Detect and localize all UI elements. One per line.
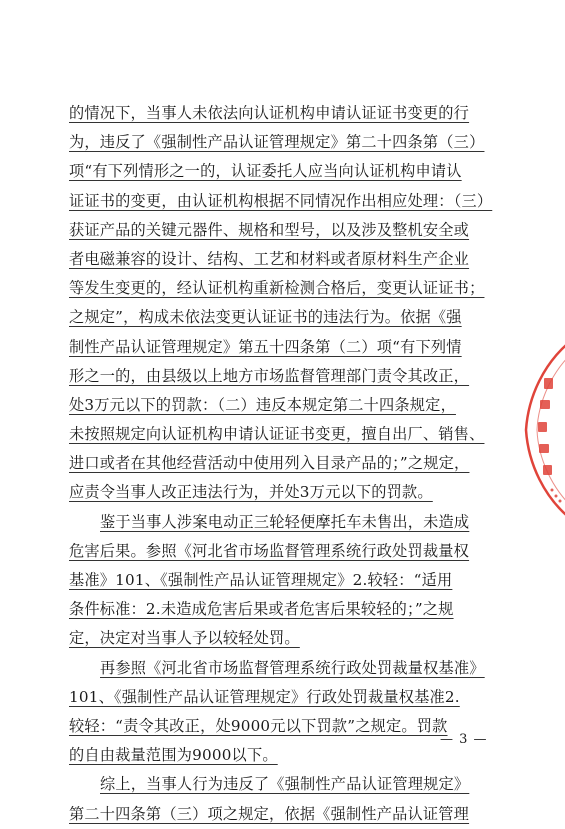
text-line-3: 项“有下列情形之一的，认证委托人应当向认证机构申请认 [69, 162, 462, 181]
text-line-23: 的自由裁量范围为9000以下。 [69, 746, 278, 765]
text-line-20: 再参照《河北省市场监督管理系统行政处罚裁量权基准》 [100, 658, 485, 677]
text-line-19: 定，决定对当事人予以较轻处罚。 [69, 629, 300, 648]
text-line-9: 制性产品认证管理规定》第五十四条第（二）项“有下列情 [69, 337, 462, 356]
text-line-24: 综上，当事人行为违反了《强制性产品认证管理规定》 [100, 775, 470, 794]
text-line-4: 证证书的变更，由认证机构根据不同情况作出相应处理：（三） [69, 191, 493, 210]
text-line-1: 的情况下，当事人未依法向认证机构申请认证证书变更的行 [69, 104, 470, 122]
text-line-22: 较轻：“责令其改正，处9000元以下罚款”之规定。罚款 [69, 716, 448, 735]
text-line-5: 获证产品的关键元器件、规格和型号，以及涉及整机安全或 [69, 220, 470, 239]
page-number: — 3 — [440, 732, 488, 747]
text-line-11: 处3万元以下的罚款：（二）违反本规定第二十四条规定， [69, 395, 456, 414]
text-line-13: 进口或者在其他经营活动中使用列入目录产品的；”之规定， [69, 454, 470, 473]
text-line-17: 基准》101、《强制性产品认证管理规定》2.较轻：“适用 [69, 571, 453, 589]
text-line-6: 者电磁兼容的设计、结构、工艺和材料或者原材料生产企业 [69, 249, 470, 268]
text-line-2: 为，违反了《强制性产品认证管理规定》第二十四条第（三） [69, 133, 485, 152]
text-line-16: 危害后果。参照《河北省市场监督管理系统行政处罚裁量权 [69, 541, 470, 560]
text-line-25: 第二十四条第（三）项之规定，依据《强制性产品认证管理 [69, 804, 470, 823]
text-line-10: 形之一的，由县级以上地方市场监督管理部门责令其改正， [69, 366, 470, 385]
text-line-18: 条件标准：2.未造成危害后果或者危害后果较轻的；”之规 [69, 600, 454, 619]
official-seal-stamp [522, 330, 565, 530]
text-line-7: 等发生变更的，经认证机构重新检测合格后，变更认证证书； [69, 279, 485, 298]
text-line-15: 鉴于当事人涉案电动正三轮轻便摩托车未售出，未造成 [100, 512, 470, 531]
text-line-14: 应责令当事人改正违法行为，并处3万元以下的罚款。 [69, 483, 433, 502]
text-line-21: 101、《强制性产品认证管理规定》行政处罚裁量权基准2. [69, 687, 460, 706]
text-line-8: 之规定”，构成未依法变更认证证书的违法行为。依据《强 [69, 308, 462, 327]
text-line-12: 未按照规定向认证机构申请认证证书变更，擅自出厂、销售、 [69, 425, 485, 444]
body-text [69, 99, 491, 829]
